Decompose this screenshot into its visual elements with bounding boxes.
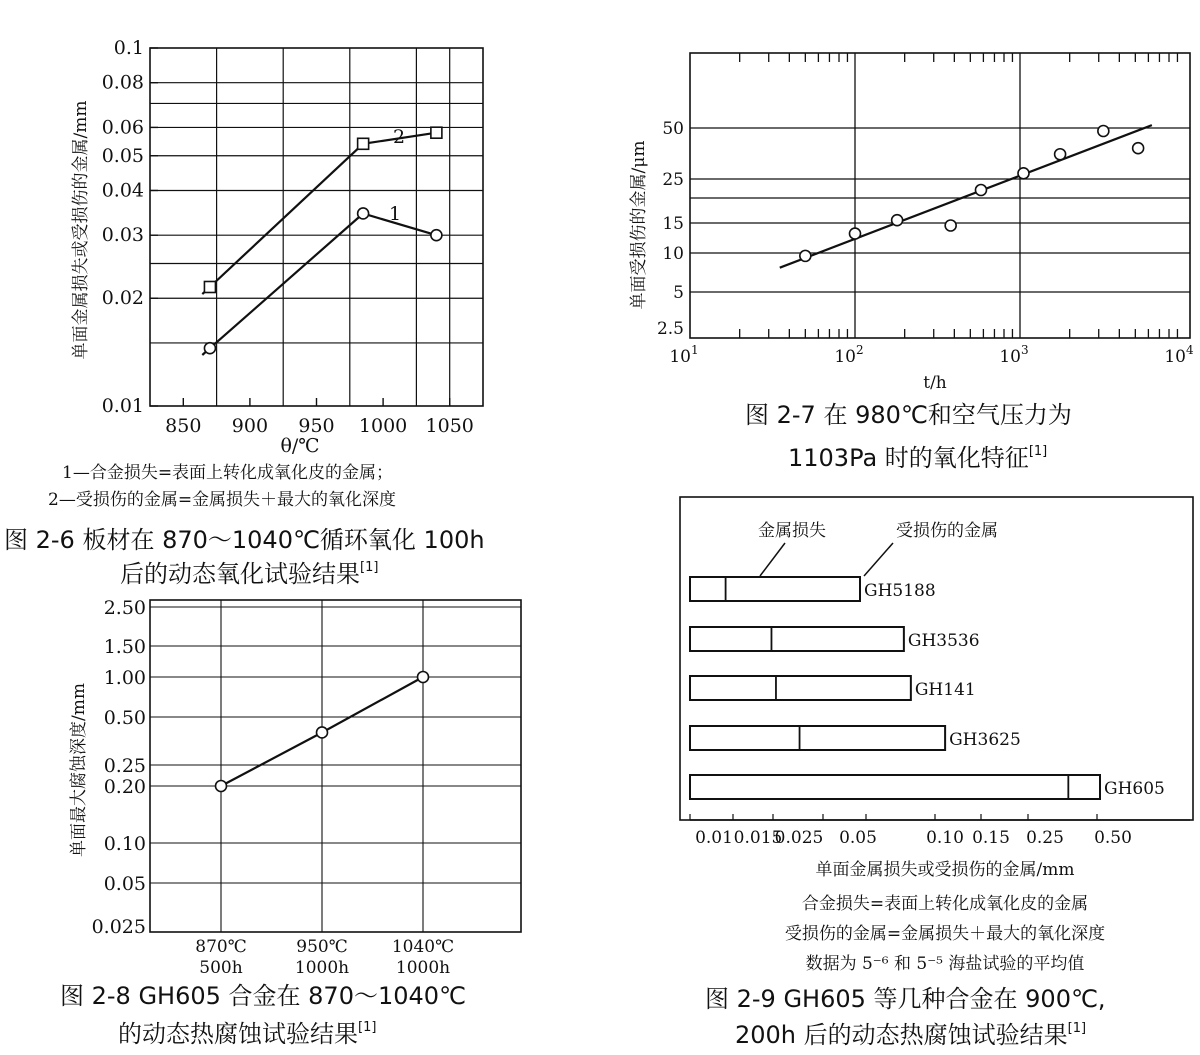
fig29-bar-label: GH141 xyxy=(914,680,976,700)
fig26-y-tick-label: 0.06 xyxy=(101,116,144,139)
fig27-tick-labels xyxy=(657,119,1194,367)
fig29-bars xyxy=(690,577,1165,799)
fig29-x-tick-label: 0.15 xyxy=(972,828,1010,848)
fig29-bar-label: GH3536 xyxy=(907,631,980,651)
fig27-data-point xyxy=(1055,149,1066,160)
fig28-caption-line1: 图 2-8 GH605 合金在 870～1040℃ xyxy=(60,982,467,1010)
fig29-bar-label: GH5188 xyxy=(864,581,936,601)
fig29-bar-damaged-metal xyxy=(690,627,904,651)
fig28-y-tick-label: 0.05 xyxy=(103,873,146,895)
fig28-x-tick-label: 950℃ xyxy=(296,937,348,957)
fig29-note-3: 数据为 5⁻⁶ 和 5⁻⁵ 海盐试验的平均值 xyxy=(805,954,1085,974)
fig28-grid xyxy=(150,600,521,932)
fig28-y-tick-label: 0.20 xyxy=(103,776,146,798)
fig28-y-tick-label: 1.00 xyxy=(103,667,146,689)
fig29-x-tick-label: 0.05 xyxy=(839,828,877,848)
fig27-data-point xyxy=(975,185,986,196)
fig27-y-tick-label: 50 xyxy=(662,119,684,139)
fig26-tick-labels xyxy=(102,37,474,437)
fig27-y-tick-label: 15 xyxy=(662,214,684,234)
fig26-series-1-point xyxy=(204,343,215,354)
fig29-tick-labels xyxy=(690,814,1132,848)
fig29-x-axis-label: 单面金属损失或受损伤的金属/mm xyxy=(815,860,1075,880)
fig28-y-tick-label: 1.50 xyxy=(103,636,146,658)
fig27-data-point xyxy=(945,220,956,231)
fig28-tick-labels xyxy=(92,597,455,978)
fig27-y-tick-label: 2.5 xyxy=(656,319,684,339)
fig29-bar-label: GH605 xyxy=(1104,779,1165,799)
fig27-data-point xyxy=(850,228,861,239)
fig28-caption-ref: [1] xyxy=(358,1020,377,1035)
fig27-y-tick-label: 25 xyxy=(662,170,684,190)
fig29-note-1: 合金损失=表面上转化成氧化皮的金属 xyxy=(801,894,1089,914)
fig29-x-tick-label: 0.50 xyxy=(1094,828,1132,848)
fig28-data-point xyxy=(418,672,429,683)
fig27-y-axis-label: 单面受损伤的金属/μm xyxy=(629,140,649,310)
fig27-x-axis-label: t/h xyxy=(923,373,947,393)
fig27-x-tick-label: $10^1$ xyxy=(669,343,699,367)
fig29-x-tick-label: 0.01 xyxy=(695,828,733,848)
fig26-caption-line2-text: 后的动态氧化试验结果 xyxy=(120,560,360,588)
fig26-series xyxy=(202,127,442,355)
fig27-caption-line2-text: 1103Pa 时的氧化特征 xyxy=(788,444,1029,472)
fig26-x-axis-label: θ/℃ xyxy=(280,435,320,457)
fig28-x-tick-label: 1000h xyxy=(395,958,451,978)
fig29-legend-damaged-metal: 受损伤的金属 xyxy=(896,521,998,541)
fig26-y-tick-label: 0.1 xyxy=(113,37,144,59)
fig29-legend-metal-loss: 金属损失 xyxy=(758,521,826,541)
fig29-x-tick-label: 0.025 xyxy=(774,828,824,848)
fig26-series-2-line xyxy=(202,133,436,294)
fig28-chart xyxy=(60,597,521,1048)
fig28-plot-frame xyxy=(150,600,521,932)
fig29-legend-pointer-1 xyxy=(760,543,785,576)
fig28-caption-line2 xyxy=(118,1020,376,1048)
fig29-bar-damaged-metal xyxy=(690,775,1100,799)
fig27-y-tick-label: 5 xyxy=(673,283,684,303)
fig26-x-tick-label: 950 xyxy=(298,415,335,437)
fig27-chart xyxy=(629,53,1194,472)
fig26-y-tick-label: 0.02 xyxy=(101,287,144,310)
fig27-caption-line1: 图 2-7 在 980℃和空气压力为 xyxy=(745,401,1072,429)
fig28-x-tick-label: 500h xyxy=(199,958,243,978)
fig28-x-tick-label: 870℃ xyxy=(195,937,247,957)
fig28-y-axis-label: 单面最大腐蚀深度/mm xyxy=(69,683,89,857)
fig28-y-tick-label: 0.25 xyxy=(103,755,146,777)
fig29-bar-damaged-metal xyxy=(690,676,911,700)
fig27-y-tick-label: 10 xyxy=(662,244,684,264)
fig29-note-2: 受损伤的金属=金属损失＋最大的氧化深度 xyxy=(784,924,1106,944)
fig27-fit-line xyxy=(780,125,1152,268)
fig27-data-point xyxy=(1018,168,1029,179)
fig29-caption-line1: 图 2-9 GH605 等几种合金在 900℃, xyxy=(705,985,1106,1013)
fig26-plot-frame xyxy=(150,48,483,406)
fig28-data-point xyxy=(317,727,328,738)
fig26-note-1: 1—合金损失=表面上转化成氧化皮的金属； xyxy=(62,463,394,483)
fig26-note-2: 2—受损伤的金属=金属损失＋最大的氧化深度 xyxy=(48,490,397,510)
fig29-chart xyxy=(680,497,1193,1049)
fig29-legend-pointer-2 xyxy=(864,543,893,576)
fig27-x-tick-label: $10^2$ xyxy=(834,343,864,367)
fig28-caption-line2-text: 的动态热腐蚀试验结果 xyxy=(118,1020,358,1048)
fig27-series xyxy=(780,125,1152,268)
fig29-x-tick-label: 0.10 xyxy=(926,828,964,848)
fig29-bar-damaged-metal xyxy=(690,577,860,601)
fig26-x-tick-label: 1050 xyxy=(425,415,474,437)
fig29-bar-damaged-metal xyxy=(690,726,945,750)
fig27-caption-ref: [1] xyxy=(1028,444,1048,459)
fig27-data-point xyxy=(1098,126,1109,137)
fig27-x-tick-label: $10^3$ xyxy=(999,343,1029,367)
fig26-caption-line2 xyxy=(120,560,378,588)
fig28-data-point xyxy=(216,781,227,792)
fig28-y-tick-label: 0.025 xyxy=(91,916,146,938)
fig29-caption-line2 xyxy=(735,1021,1086,1049)
fig27-data-point xyxy=(800,250,811,261)
fig26-y-tick-label: 0.04 xyxy=(101,179,144,202)
fig27-plot-frame xyxy=(690,53,1190,338)
fig26-series-2-point xyxy=(204,281,215,292)
fig26-y-axis-label: 单面金属损失或受损伤的金属/mm xyxy=(71,100,91,360)
fig29-x-tick-label: 0.25 xyxy=(1026,828,1064,848)
fig26-x-tick-label: 850 xyxy=(165,415,202,437)
fig26-chart xyxy=(4,37,485,588)
fig28-y-tick-label: 0.50 xyxy=(103,707,146,729)
fig26-series-1-point xyxy=(358,208,369,219)
fig27-data-point xyxy=(1133,143,1144,154)
fig29-x-tick-label: 0.015 xyxy=(733,828,783,848)
fig26-x-tick-label: 1000 xyxy=(358,415,408,437)
fig26-series-2-point xyxy=(358,138,369,149)
fig29-caption-ref: [1] xyxy=(1067,1021,1087,1036)
fig26-y-tick-label: 0.05 xyxy=(101,144,144,167)
fig29-caption-line2-text: 200h 后的动态热腐蚀试验结果 xyxy=(735,1021,1068,1049)
fig27-x-tick-label: $10^4$ xyxy=(1164,343,1194,367)
fig26-series-2-label: 2 xyxy=(393,126,406,148)
fig26-grid xyxy=(150,48,483,406)
fig28-y-tick-label: 0.10 xyxy=(103,833,146,855)
fig26-y-tick-label: 0.03 xyxy=(101,224,144,247)
fig29-bar-label: GH3625 xyxy=(949,730,1021,750)
fig26-y-tick-label: 0.01 xyxy=(101,395,144,417)
fig28-y-tick-label: 2.50 xyxy=(103,597,146,619)
fig27-grid xyxy=(690,53,1190,338)
fig26-series-1-point xyxy=(431,230,442,241)
fig26-x-tick-label: 900 xyxy=(231,415,269,437)
fig27-data-point xyxy=(892,215,903,226)
fig26-y-tick-label: 0.08 xyxy=(101,71,144,94)
fig29-plot-frame xyxy=(680,497,1193,820)
fig27-caption-line2 xyxy=(788,444,1047,472)
fig28-x-tick-label: 1040℃ xyxy=(391,937,455,957)
fig26-caption-line1: 图 2-6 板材在 870～1040℃循环氧化 100h xyxy=(4,526,485,554)
fig28-x-tick-label: 1000h xyxy=(294,958,350,978)
fig26-series-2-point xyxy=(431,127,442,138)
fig26-series-1-label: 1 xyxy=(389,203,402,225)
fig26-caption-ref: [1] xyxy=(360,560,379,575)
